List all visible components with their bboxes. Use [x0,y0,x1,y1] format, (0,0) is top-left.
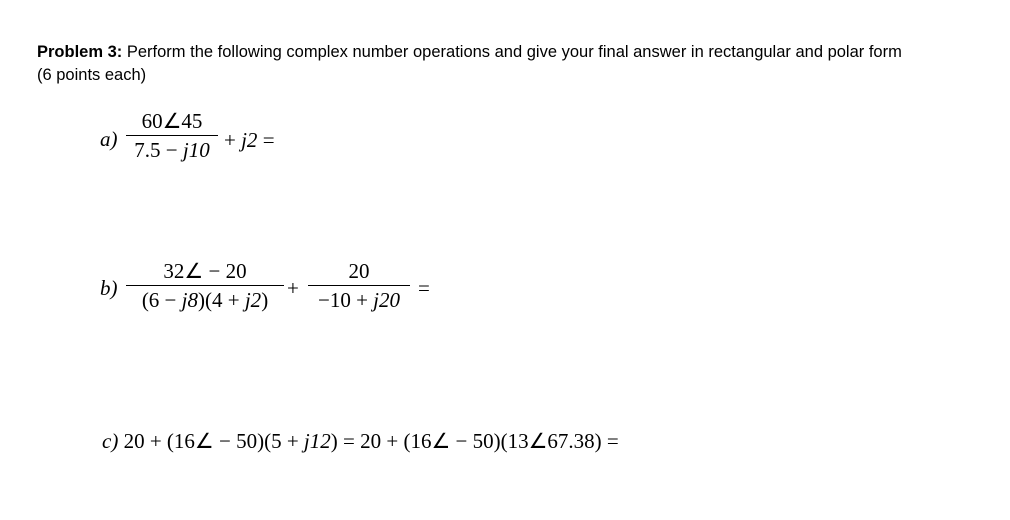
part-b-equals: = [418,276,430,300]
part-b-frac2-numerator: 20 [348,259,370,283]
part-c-label: c) [102,429,119,453]
part-b-fraction-1 [126,259,284,312]
part-b-plus: + [287,276,299,300]
part-a-fraction [126,109,218,162]
part-a-label: a) [100,127,118,151]
part-a-term: j2 [241,128,258,152]
problem-points: (6 points each) [37,66,147,84]
part-a-denominator: 7.5 − j10 [134,138,210,162]
part-b-frac1-numerator: 32∠ − 20 [163,259,247,283]
problem-label: Problem 3: [37,43,123,61]
part-c [102,429,619,454]
problem-heading [37,41,1002,87]
part-b-frac2-bar [308,285,410,286]
part-b-label: b) [100,276,118,300]
part-c-expression: 20 + (16∠ − 50)(5 + j12) = 20 + (16∠ − 50)(13∠67.38) = [123,429,619,453]
part-b-frac1-bar [126,285,284,286]
part-b-fraction-2 [308,259,410,312]
part-a-equals: = [262,128,275,152]
problem-instruction: Perform the following complex number operations and give your final answer in rectangular and polar form [122,43,902,61]
part-a-plus: + [224,128,236,152]
part-a-fraction-bar [126,135,218,136]
part-b-frac1-denominator: (6 − j8)(4 + j2) [141,288,269,312]
part-a-numerator: 60∠45 [141,109,203,133]
part-a-tail [224,128,275,153]
part-b-frac2-denominator: −10 + j20 [317,288,401,312]
